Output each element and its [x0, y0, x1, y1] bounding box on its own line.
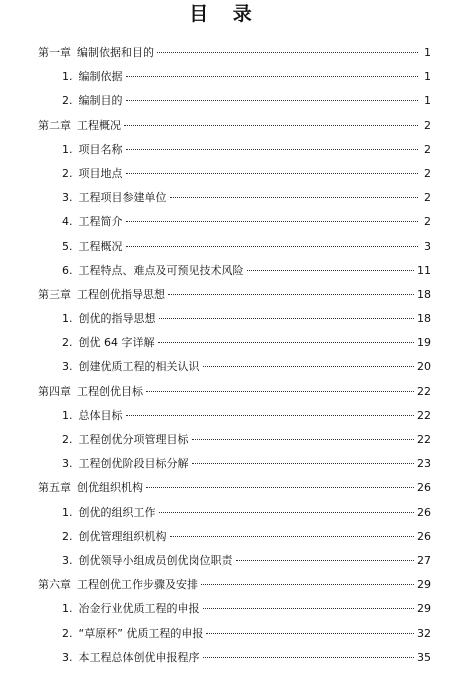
dot-leader: [203, 366, 415, 367]
toc-section-4-2[interactable]: [0, 428, 450, 452]
dot-leader: [124, 125, 418, 126]
dot-leader: [157, 52, 418, 53]
toc-entry-title: 创建优质工程的相关认识: [78, 360, 200, 374]
toc-section-2-2[interactable]: [0, 162, 450, 186]
toc-entry-title: 创优组织机构: [77, 481, 143, 495]
chapter-number: 第五章: [38, 481, 71, 495]
toc-entry-title: 创优领导小组成员创优岗位职责: [78, 553, 233, 567]
page-number: 11: [417, 263, 431, 277]
page-number: 22: [417, 408, 431, 422]
toc-entry-title: 工程创优指导思想: [77, 287, 165, 301]
toc-entry-title: 冶金行业优质工程的申报: [78, 602, 200, 616]
toc-section-4-3[interactable]: [0, 452, 450, 476]
page-number: 19: [417, 336, 431, 350]
toc-section-6-3[interactable]: [0, 646, 450, 670]
toc-section-3-1[interactable]: [0, 307, 450, 331]
toc-entry-title: 编制目的: [78, 94, 123, 108]
dot-leader: [236, 560, 415, 561]
page-number: 27: [417, 553, 431, 567]
page-number: 32: [417, 626, 431, 640]
chapter-number: 第二章: [38, 118, 71, 132]
page-number: 2: [424, 166, 431, 180]
dot-leader: [247, 270, 415, 271]
page-number: 2: [424, 215, 431, 229]
toc-chapter-6[interactable]: [0, 573, 450, 597]
dot-leader: [126, 173, 419, 174]
dot-leader: [126, 221, 419, 222]
page-number: 2: [424, 118, 431, 132]
section-number: 2.: [62, 433, 73, 446]
section-number: 2.: [62, 166, 73, 180]
section-number: 2.: [62, 94, 73, 108]
toc-section-6-2[interactable]: [0, 622, 450, 646]
toc-section-5-3[interactable]: [0, 549, 450, 573]
dot-leader: [192, 463, 415, 464]
toc-entry-title: 工程项目参建单位: [78, 191, 167, 205]
toc-section-4-1[interactable]: [0, 404, 450, 428]
section-number: 3.: [62, 360, 73, 374]
page-title: 目 录: [189, 3, 261, 25]
chapter-number: 第一章: [38, 46, 71, 59]
section-number: 1.: [62, 408, 73, 422]
section-number: 2.: [62, 626, 73, 640]
section-number: 1.: [62, 505, 73, 519]
toc-section-2-3[interactable]: [0, 186, 450, 210]
chapter-number: 第四章: [38, 384, 71, 398]
dot-leader: [158, 342, 415, 343]
dot-leader: [126, 415, 415, 416]
page-number: 2: [424, 142, 431, 156]
section-number: 3.: [62, 553, 73, 567]
toc-section-3-2[interactable]: [0, 331, 450, 355]
toc-entry-title: 项目地点: [78, 166, 123, 180]
dot-leader: [126, 149, 419, 150]
toc-entry-title: 创优 64 字详解: [78, 336, 155, 350]
table-of-contents: [0, 41, 450, 670]
page-number: 18: [417, 312, 431, 326]
toc-entry-title: 创优管理组织机构: [78, 529, 167, 543]
page-number: 23: [417, 457, 431, 471]
dot-leader: [159, 512, 415, 513]
page-number: 26: [417, 481, 431, 495]
toc-section-2-5[interactable]: [0, 235, 450, 259]
page-number: 29: [417, 602, 431, 616]
toc-entry-title: 工程概况: [77, 118, 121, 132]
section-number: 1.: [62, 142, 73, 156]
toc-entry-title: 工程创优阶段目标分解: [78, 457, 189, 471]
page-number: 29: [417, 578, 431, 592]
page-number: 18: [417, 287, 431, 301]
toc-entry-title: 工程创优分项管理目标: [78, 433, 189, 446]
page-number: 2: [424, 191, 431, 205]
toc-chapter-1[interactable]: [0, 41, 450, 65]
dot-leader: [170, 536, 415, 537]
toc-entry-title: 项目名称: [78, 142, 123, 156]
section-number: 1.: [62, 70, 73, 84]
toc-entry-title: 工程特点、难点及可预见技术风险: [78, 263, 244, 277]
dot-leader: [201, 584, 414, 585]
page-number: 1: [424, 46, 431, 59]
section-number: 4.: [62, 215, 73, 229]
chapter-number: 第三章: [38, 287, 71, 301]
toc-section-1-1[interactable]: [0, 65, 450, 89]
page-number: 20: [417, 360, 431, 374]
toc-entry-title: 工程简介: [78, 215, 123, 229]
page-number: 22: [417, 433, 431, 446]
dot-leader: [192, 439, 415, 440]
toc-entry-title: 编制依据和目的: [77, 46, 154, 59]
chapter-number: 第六章: [38, 578, 71, 592]
toc-section-3-3[interactable]: [0, 355, 450, 379]
dot-leader: [126, 246, 419, 247]
dot-leader: [170, 197, 419, 198]
toc-entry-title: 编制依据: [78, 70, 123, 84]
toc-section-2-4[interactable]: [0, 210, 450, 234]
toc-entry-title: 工程概况: [78, 239, 123, 253]
section-number: 3.: [62, 650, 73, 664]
toc-section-5-2[interactable]: [0, 525, 450, 549]
page-number: 22: [417, 384, 431, 398]
section-number: 6.: [62, 263, 73, 277]
toc-entry-title: “草原杯” 优质工程的申报: [78, 626, 204, 640]
page-number: 3: [424, 239, 431, 253]
dot-leader: [168, 294, 414, 295]
toc-section-1-2[interactable]: [0, 89, 450, 113]
toc-section-5-1[interactable]: [0, 501, 450, 525]
dot-leader: [159, 318, 415, 319]
toc-chapter-4[interactable]: [0, 380, 450, 404]
toc-entry-title: 总体目标: [78, 408, 123, 422]
section-number: 3.: [62, 457, 73, 471]
dot-leader: [126, 100, 419, 101]
toc-section-2-1[interactable]: [0, 138, 450, 162]
page-number: 26: [417, 529, 431, 543]
dot-leader: [203, 608, 415, 609]
section-number: 2.: [62, 529, 73, 543]
toc-entry-title: 创优的指导思想: [78, 312, 156, 326]
dot-leader: [203, 657, 415, 658]
toc-entry-title: 本工程总体创优申报程序: [78, 650, 200, 664]
dot-leader: [146, 391, 414, 392]
toc-entry-title: 创优的组织工作: [78, 505, 156, 519]
page-number: 26: [417, 505, 431, 519]
dot-leader: [146, 487, 414, 488]
dot-leader: [126, 76, 419, 77]
toc-section-6-1[interactable]: [0, 597, 450, 621]
section-number: 3.: [62, 191, 73, 205]
page-number: 35: [417, 650, 431, 664]
toc-chapter-3[interactable]: [0, 283, 450, 307]
toc-section-2-6[interactable]: [0, 259, 450, 283]
section-number: 1.: [62, 312, 73, 326]
page-number: 1: [424, 94, 431, 108]
toc-chapter-2[interactable]: [0, 114, 450, 138]
toc-entry-title: 工程创优目标: [77, 384, 143, 398]
page-number: 1: [424, 70, 431, 84]
toc-entry-title: 工程创优工作步骤及安排: [77, 578, 198, 592]
toc-chapter-5[interactable]: [0, 476, 450, 500]
dot-leader: [206, 633, 414, 634]
section-number: 1.: [62, 602, 73, 616]
section-number: 2.: [62, 336, 73, 350]
section-number: 5.: [62, 239, 73, 253]
